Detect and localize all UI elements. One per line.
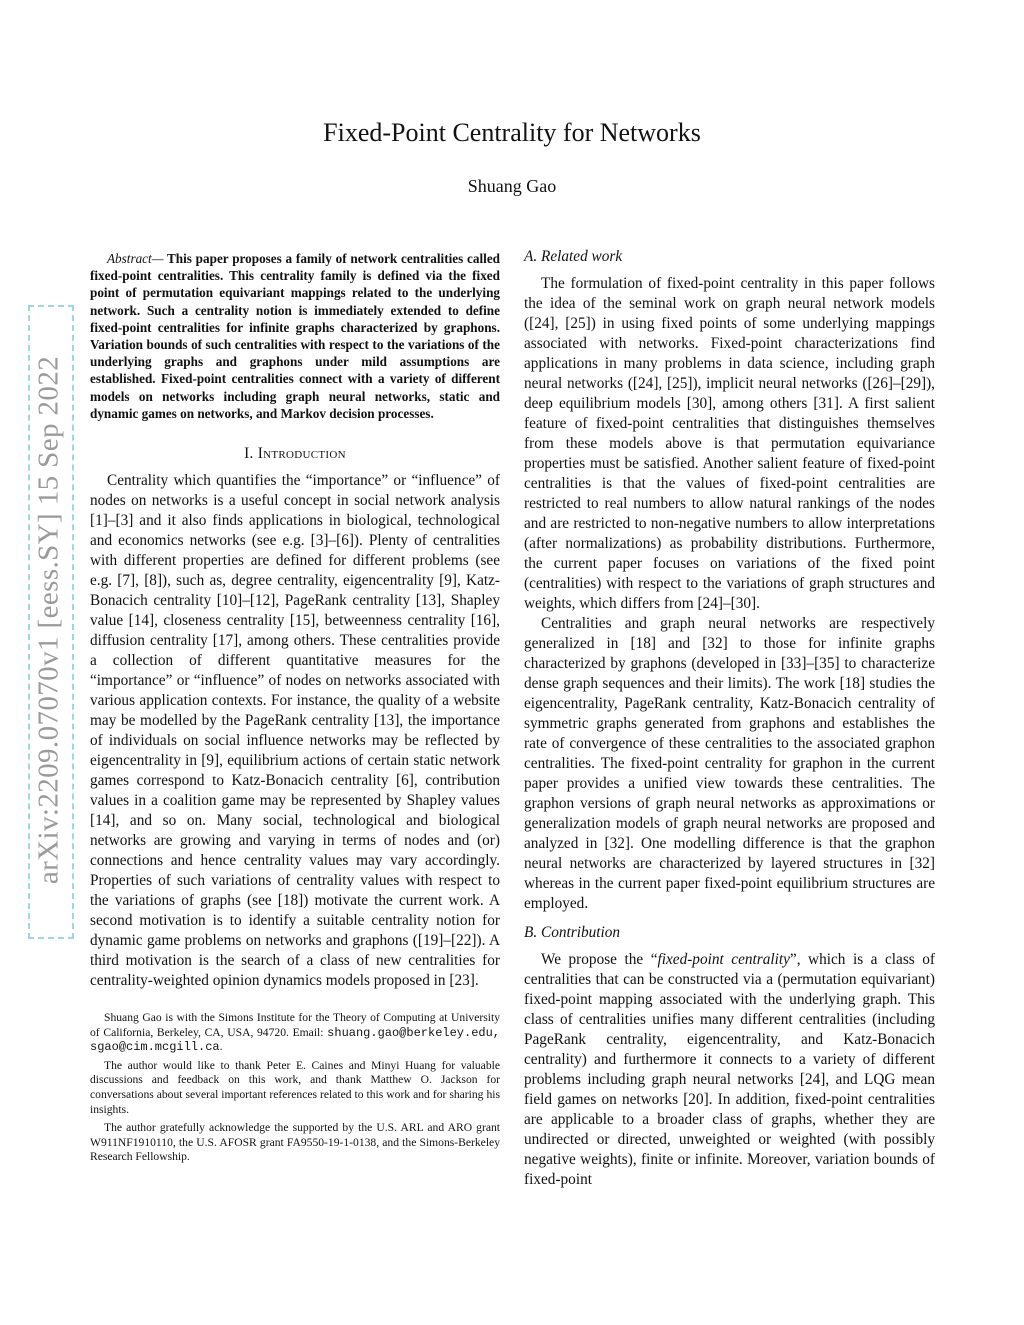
arxiv-identifier[interactable]: arXiv:2209.07070v1 [eess.SY] 15 Sep 2022 (32, 355, 65, 885)
abstract-label-dash: — (151, 251, 164, 266)
section-title: Introduction (257, 445, 346, 463)
abstract (90, 250, 500, 422)
footnote-affiliation: Shuang Gao is with the Simons Institute for the Theory of Computing at University of California, Berkeley, CA, USA, 94720. Email: shuang.gao@berkeley.edu, sgao@cim.mcgill.ca. (90, 1011, 500, 1055)
related-work-paragraph-2: Centralities and graph neural networks are respectively generalized in [18] and [32] to those for infinite graphs characterized by graphons (developed in [33]–[35] to characterize dense graph sequences and their limits). The work [18] studies the eigencentrality, PageRank centrality, Katz-Bonacich centrality of symmetric graphs generated from graphons and establishes the rate of convergence of these centralities to the associated graphon centralities. The fixed-point centrality for graphon in the current paper provides a unified view towards these centralities. The graphon versions of graph neural networks as approximations or generalization models of graph neural networks are proposed and analyzed in [32]. One modelling difference is that the graphon neural networks are characterized by layered structures in [32] whereas in the current paper fixed-point equilibrium structures are employed. (524, 615, 935, 912)
footnote-funding: The author gratefully acknowledge the supported by the U.S. ARL and ARO grant W911NF1910110, the U.S. AFOSR grant FA9550-19-1-0138, and the Simons-Berkeley Research Fellowship. (90, 1121, 500, 1164)
contribution-text: ”, which is a class of centralities that can be constructed via a (permutation equivariant) fixed-point mapping associated with the underlying graph. This class of centralities unifies many different centralities (including PageRank centrality, eigencentrality, and Katz-Bonacich centrality) and furthermore it connects to a variety of different problems including graph neural networks [24], and LQG mean field games on networks [20]. In addition, fixed-point centralities are applicable to a broader class of graphs, whether they are undirected or directed, unweighted or weighted (with possibly negative weights), finite or infinite. Moreover, variation bounds of fixed-point (524, 951, 935, 1188)
introduction-paragraph: Centrality which quantifies the “importance” or “influence” of nodes on networks is a useful concept in social network analysis [1]–[3] and it also finds applications in biological, technological and economics networks (see e.g. [3]–[6]). Plenty of centralities with different properties are defined for different problems (see e.g. [7], [8]), such as, degree centrality, eigencentrality [9], Katz-Bonacich centrality [10]–[12], PageRank centrality [13], Shapley value [14], closeness centrality [15], betweenness centrality [16], diffusion centrality [17], among others. These centralities provide a collection of different quantitative measures for the “importance” or “influence” of nodes on networks associated with various application contexts. For instance, the quality of a website may be modelled by the PageRank centrality [13], the importance of individuals on social influence networks may be reflected by eigencentrality in [9], equilibrium actions of certain static network games correspond to Katz-Bonacich centrality [6], contribution values in a coalition game may be represented by Shapley values [14], and so on. Many social, technological and biological networks are growing and varying in terms of nodes and (or) connections and hence centrality values may vary accordingly. Properties of such variations of centrality values with respect to the variations of graphs (see [18]) motivate the current work. A second motivation is to identify a suitable centrality notion for dynamic game problems on networks and graphons ([19]–[22]). A third motivation is the search of a class of new centralities for centrality-weighted opinion dynamics models proposed in [23]. (90, 472, 500, 990)
paper-author: Shuang Gao (467, 176, 557, 196)
subsection-heading-related-work: A. Related work (524, 248, 623, 265)
abstract-text: This paper proposes a family of network centralities called fixed-point centralities. This centrality family is defined via the fixed point of permutation equivariant mappings related to the underlying network. Such a centrality notion is immediately extended to define fixed-point centralities for infinite graphs characterized by graphons. Variation bounds of such centralities with respect to the variations of the underlying graphs and graphons under mild assumptions are established. Fixed-point centralities connect with a variety of different models on networks including graph neural networks, static and dynamic games on networks, and Markov decision processes. (90, 251, 501, 421)
footnotes (90, 1011, 500, 1165)
contribution-paragraph (524, 950, 935, 1190)
subsection-heading-contribution: B. Contribution (524, 924, 621, 941)
footnote-acknowledgement: The author would like to thank Peter E. Caines and Minyi Huang for valuable discussions and feedback on this work, and thank Matthew O. Jackson for conversations about several important references related to this work and for sharing his insights. (90, 1058, 500, 1116)
contribution-term: fixed-point centrality (657, 951, 790, 968)
left-column (90, 248, 500, 1169)
right-column (524, 248, 935, 1190)
contribution-lead: We propose the “ (541, 951, 658, 968)
related-work-paragraph-1: The formulation of fixed-point centrality in this paper follows the idea of the seminal work on graph neural network models ([24], [25]) in using fixed points of some underlying mappings associated with networks. Fixed-point characterizations find applications in many problems in data science, including graph neural networks ([24], [25]), implicit neural networks ([26]–[29]), deep equilibrium models [30], among others [31]. A first salient feature of fixed-point centralities that distinguishes themselves from these models above is that permutation equivariance properties must be satisfied. Another salient feature of fixed-point centralities is that the values of fixed-point centralities are restricted to real numbers to allow natural rankings of the nodes and are restricted to non-negative numbers to allow interpretations (after normalizations) as probability distributions. Furthermore, the current paper focuses on variations of the fixed point (centralities) with respect to the variations of graph structures and weights, which differs from [24]–[30]. (524, 275, 935, 612)
footnote-affiliation-text: Shuang Gao is with the Simons Institute for the Theory of Computing at University of California, Berkeley, CA, USA, 94720. Email: (90, 1011, 500, 1039)
paper-title: Fixed-Point Centrality for Networks (323, 118, 701, 147)
abstract-label: Abstract (107, 251, 152, 266)
section-numeral: I. (244, 445, 254, 463)
footnote-emails[interactable]: shuang.gao@berkeley.edu, sgao@cim.mcgill.ca (90, 1025, 500, 1055)
section-heading-introduction (90, 445, 500, 463)
